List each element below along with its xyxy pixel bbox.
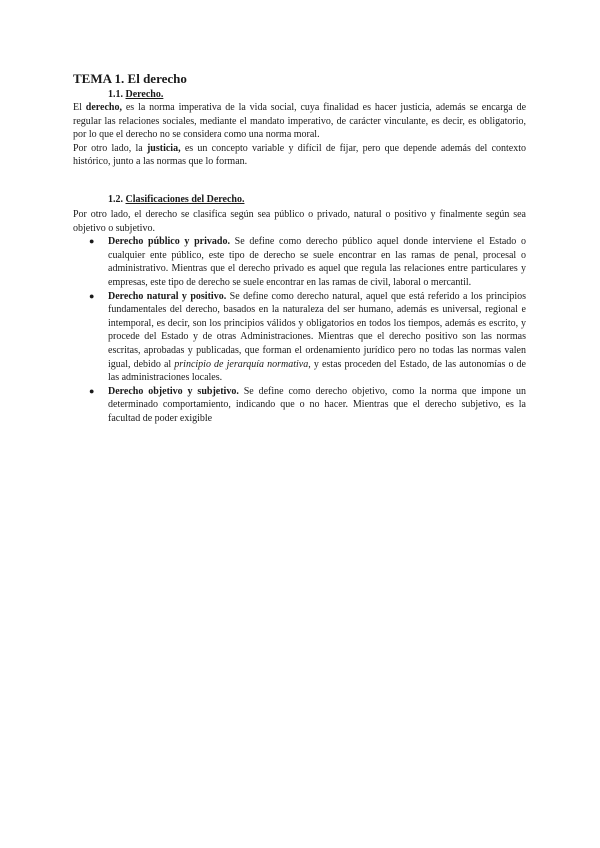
- bold-term: Derecho natural y positivo.: [108, 290, 227, 302]
- paragraph-intro: Por otro lado, el derecho se clasifica según sea público o privado, natural o positivo y finalmente según sea objetivo o subjetivo.: [73, 209, 526, 234]
- text-run: Por otro lado, la: [73, 142, 147, 154]
- section-clasificaciones: [73, 194, 526, 426]
- document-title: TEMA 1. El derecho: [73, 71, 187, 86]
- section-number: 1.1.: [108, 89, 123, 100]
- section-heading-derecho: [108, 89, 526, 100]
- section-title: Clasificaciones del Derecho.: [125, 194, 245, 205]
- paragraph-derecho: [73, 101, 526, 142]
- bullet-icon: ●: [89, 236, 95, 247]
- text-run: El: [73, 102, 86, 113]
- section-derecho: [73, 89, 526, 169]
- list-item: [73, 290, 526, 385]
- list-item: [73, 235, 526, 289]
- bullet-icon: ●: [89, 385, 95, 396]
- section-title: Derecho.: [125, 89, 164, 100]
- text-run: Se define como derecho natural, aquel que está referido a los principios fundamentales del derecho, basados en la naturaleza del ser humano, además es universal, regional e intemporal, es decir, son los principios válidos y obligatorios en todos los tiempos, además es escrito, y procede del Estado y de otras Administraciones. Mientras que el derecho positivo son las normas escritas, aprobadas y publicadas, que forman el ordenamiento jurídico pero no todas las normas valen igual, debido al: [108, 290, 526, 370]
- bold-term: Derecho objetivo y subjetivo.: [108, 385, 239, 397]
- bold-term: justicia,: [146, 142, 181, 154]
- text-run: es un concepto variable y difícil de fijar, pero que depende además del contexto histórico, junto a las normas que lo forman.: [73, 142, 527, 168]
- bold-term: Derecho público y privado.: [108, 236, 230, 248]
- italic-term: principio de jerarquía normativa: [174, 358, 309, 370]
- text-run: Se define como derecho objetivo, como la norma que impone un determinado comportamiento, indicando que o no hacer. Mientras que el derecho subjetivo, es la facultad de poder exigible: [108, 385, 527, 424]
- list-item: [73, 385, 526, 426]
- paragraph-justicia: [73, 142, 526, 169]
- section-heading-clasificaciones: [108, 194, 526, 205]
- bullet-icon: ●: [89, 290, 95, 301]
- section-number: 1.2.: [108, 194, 123, 205]
- bold-term: derecho,: [85, 102, 122, 113]
- text-run: , y estas proceden del Estado, de las autonomías o de las administraciones locales.: [108, 358, 526, 384]
- text-run: Se define como derecho público aquel donde interviene el Estado o cualquier ente público, este tipo de derecho se suele encontrar en las ramas de penal, procesal o administrativo. Mientras que el derecho privado es aquel que regula las relaciones entre particulares y empresas, este tipo de derecho se suele encontrar en las ramas de civil, laboral o mercantil.: [108, 236, 526, 288]
- classification-list: [73, 235, 526, 425]
- text-run: es la norma imperativa de la vida social, cuya finalidad es hacer justicia, además se encarga de regular las relaciones sociales, mediante el mandato imperativo, de carácter vinculante, es decir, es obligatorio, por lo que el derecho no se considera como una norma moral.: [73, 102, 527, 141]
